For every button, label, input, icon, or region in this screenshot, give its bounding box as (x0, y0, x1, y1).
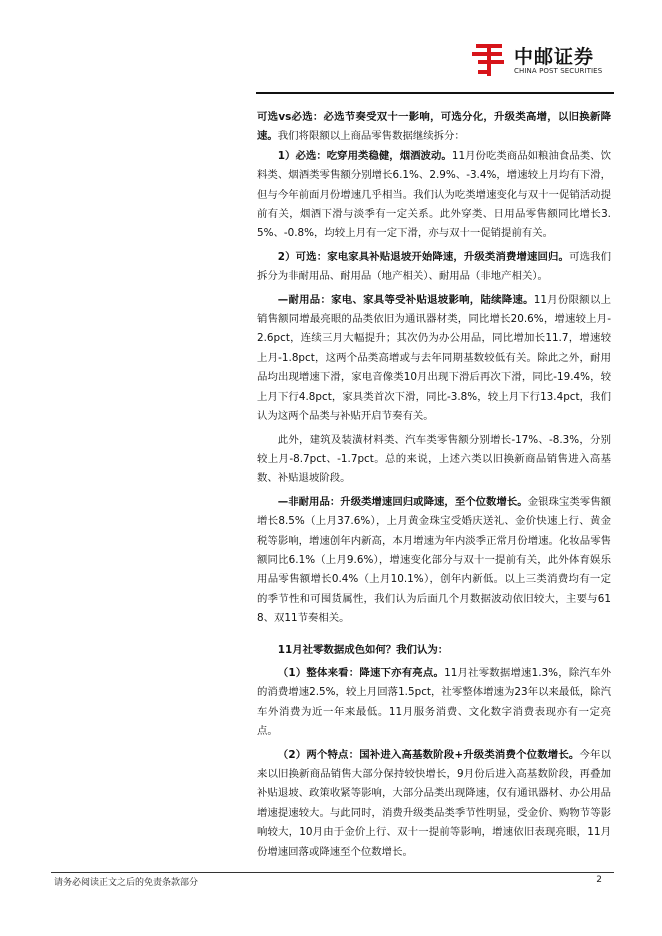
company-logo (470, 40, 620, 80)
paragraph-two-features (257, 746, 611, 862)
china-post-logo-icon (470, 40, 510, 80)
lead-text: 可选vs必选：必选节奏受双十一影响，可选分化，升级类高增，以旧换新降速。 (257, 111, 611, 143)
body-text: 今年以来以旧换新商品销售大部分保持较快增长，9月份后进入高基数阶段，再叠加补贴退坡、政策收紧等影响，大部分品类出现降速，仅有通讯器材、办公用品增速提速较大。与此同时，消费升级类品类季节性明显，受金价、购物节等影响较大，10月由于金价上行、双十一提前等影响，增速依旧表现亮眼，11月份增速回落或降速至个位数增长。 (257, 748, 611, 858)
lead-text: —非耐用品：升级类增速回归或降速，至个位数增长。 (277, 495, 528, 508)
lead-text: （2）两个特点：国补进入高基数阶段+升级类消费个位数增长。 (277, 748, 580, 761)
body-text: 此外，建筑及装潢材料类、汽车类零售额分别增长-17%、-8.3%，分别较上月-8.7pct、-1.7pct。总的来说，上述六类以旧换新商品销售进入高基数、补贴退坡阶段。 (257, 433, 611, 485)
lead-text: 2）可选：家电家具补贴退坡开始降速，升级类消费增速回归。 (277, 250, 570, 263)
body-text: 可选我们拆分为非耐用品、耐用品（地产相关）、耐用品（非地产相关）。 (257, 250, 611, 283)
paragraph-november-question (257, 641, 611, 660)
paragraph-non-durables (257, 493, 611, 629)
body-text: 11月份吃类商品如粮油食品类、饮料类、烟酒类零售额分别增长6.1%、2.9%、-3.4%，增速较上月均有下滑，但与今年前面月份增速几乎相当。我们认为吃类增速变化与双十一促销活动提前有关，烟酒下滑与淡季有一定关系。此外穿类、日用品零售额同比增长3.5%、-0.8%，均较上月有一定下滑，亦与双十一促销提前有关。 (257, 149, 611, 240)
report-body (257, 108, 611, 862)
body-text: 11月份限额以上销售额同增最亮眼的品类依旧为通讯器材类，同比增长20.6%，增速较上月-2.6pct，连续三月大幅提升；其次仍为办公用品，同比增加长11.7，增速较上月-1.8pct，这两个品类高增或与去年同期基数较低有关。除此之外，耐用品均出现增速下滑，家电音像类10月出现下滑后再次下滑，同比-19.4%，较上月下行4.8pct，家具类首次下滑，同比-3.8%，较上月下行13.4pct，我们认为这两个品类与补贴开启节奏有关。 (257, 293, 611, 423)
paragraph-optional (257, 248, 611, 287)
logo-chinese-name: 中邮证券 (514, 46, 595, 68)
lead-text: 1）必选：吃穿用类稳健，烟酒波动。 (277, 149, 452, 162)
body-text: 11月社零数据增速1.3%，除汽车外的消费增速2.5%，较上月回落1.5pct，社零整体增速为23年以来最低，除汽车外消费为近一年来最低。11月服务消费、文化数字消费表现亦有一定亮点。 (257, 666, 611, 738)
body-text: 我们将限额以上商品零售数据继续拆分： (277, 130, 465, 143)
footer-disclaimer: 请务必阅读正文之后的免责条款部分 (54, 878, 199, 888)
paragraph-overall-view (257, 664, 611, 742)
paragraph-optional-vs-essential (257, 108, 611, 147)
body-text: 金银珠宝类零售额增长8.5%（上月37.6%），上月黄金珠宝受婚庆送礼、金价快速上行、黄金税等影响，增速创年内新高，本月增速为年内淡季正常月份增速。化妆品零售额同比6.1%（上月9.6%），增速变化部分与双十一提前有关，此外体育娱乐用品零售额增长0.4%（上月10.1%），创年内新低。以上三类消费均有一定的季节性和可囤货属性，我们认为后面几个月数据波动依旧较大，主要与618、双11节奏相关。 (257, 495, 612, 625)
lead-text: （1）整体来看：降速下亦有亮点。 (277, 666, 445, 679)
page-number: 2 (596, 875, 602, 885)
footer-divider (51, 872, 614, 873)
lead-text: —耐用品：家电、家具等受补贴退坡影响，陆续降速。 (277, 293, 534, 306)
paragraph-construction-autos (257, 431, 611, 489)
logo-english-name: CHINA POST SECURITIES (514, 67, 603, 75)
paragraph-essentials (257, 147, 611, 244)
paragraph-durables (257, 291, 611, 427)
lead-text: 11月社零数据成色如何？我们认为： (277, 643, 449, 656)
header-divider (256, 92, 614, 94)
